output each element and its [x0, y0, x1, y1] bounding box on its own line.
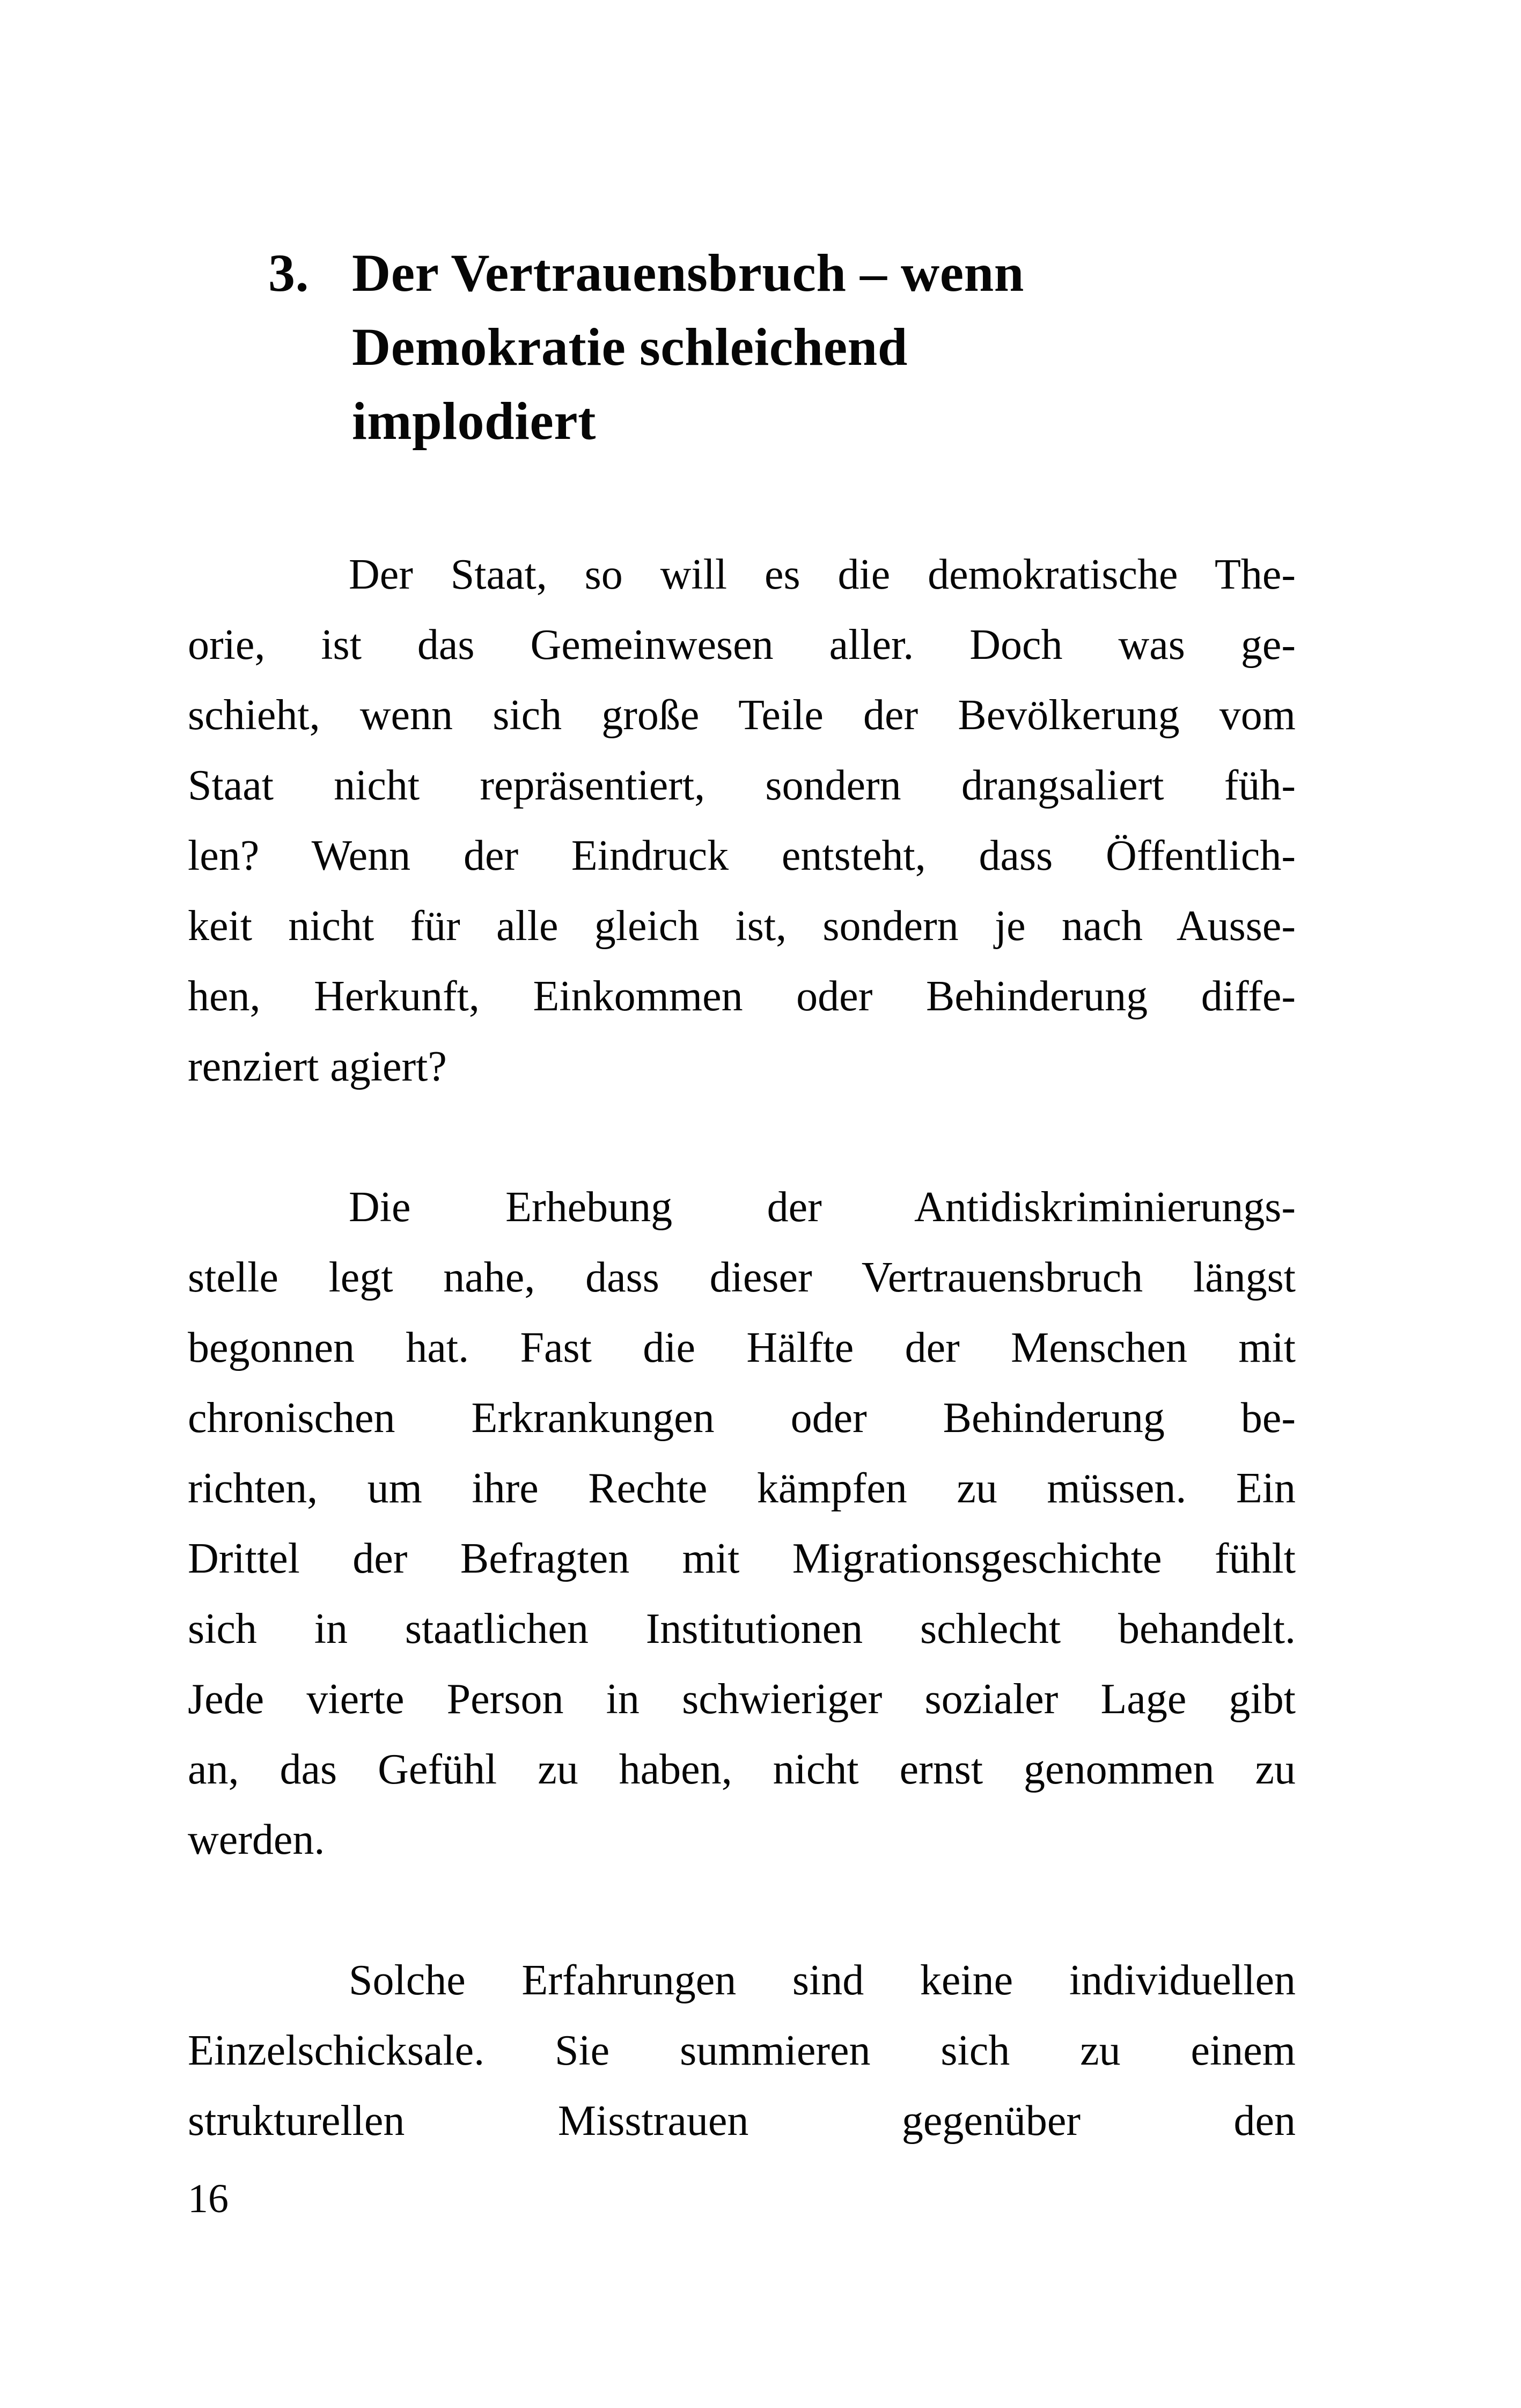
- text-line: sich in staatlichen Institutionen schlecht behandelt.: [188, 1605, 1296, 1653]
- text-line: Einzelschicksale. Sie summieren sich zu einem: [188, 2027, 1296, 2074]
- text-line: Staat nicht repräsentiert, sondern drangsaliert füh-: [188, 762, 1296, 809]
- text-line: hen, Herkunft, Einkommen oder Behinderung diffe-: [188, 973, 1296, 1020]
- text-line: Der Staat, so will es die demokratische The-: [349, 551, 1296, 598]
- text-line: Jede vierte Person in schwieriger sozialer Lage gibt: [188, 1676, 1296, 1723]
- paragraph: [188, 1172, 1296, 1875]
- heading-line: implodiert: [352, 391, 596, 451]
- chapter-heading: [268, 236, 1296, 458]
- text-line: schieht, wenn sich große Teile der Bevölkerung vom: [188, 692, 1296, 739]
- text-line: len? Wenn der Eindruck entsteht, dass Öffentlich-: [188, 832, 1296, 879]
- text-line: richten, um ihre Rechte kämpfen zu müssen. Ein: [188, 1465, 1296, 1512]
- heading-line: Demokratie schleichend: [352, 317, 908, 377]
- text-line: keit nicht für alle gleich ist, sondern je nach Ausse-: [188, 902, 1296, 950]
- heading-text: Der Vertrauensbruch – wenn: [352, 243, 1024, 303]
- text-line: Solche Erfahrungen sind keine individuellen: [349, 1957, 1296, 2004]
- text-line: an, das Gefühl zu haben, nicht ernst genommen zu: [188, 1746, 1296, 1793]
- text-line: Drittel der Befragten mit Migrationsgeschichte fühlt: [188, 1535, 1296, 1582]
- text-line: Die Erhebung der Antidiskriminierungs-: [349, 1184, 1296, 1231]
- text-line: werden.: [188, 1816, 325, 1863]
- page-number: 16: [188, 2176, 229, 2221]
- text-line: stelle legt nahe, dass dieser Vertrauensbruch längst: [188, 1254, 1296, 1301]
- text-line: renziert agiert?: [188, 1043, 447, 1090]
- text-line: chronischen Erkrankungen oder Behinderung be-: [188, 1394, 1296, 1442]
- paragraph: [188, 540, 1296, 1102]
- text-line: orie, ist das Gemeinwesen aller. Doch was ge-: [188, 621, 1296, 669]
- text-line: strukturellen Misstrauen gegenüber den: [188, 2097, 1296, 2145]
- text-line: begonnen hat. Fast die Hälfte der Menschen mit: [188, 1324, 1296, 1371]
- page-content: [188, 236, 1296, 2156]
- heading-line: [268, 236, 1296, 310]
- paragraph: [188, 1946, 1296, 2156]
- chapter-number: 3.: [268, 243, 309, 303]
